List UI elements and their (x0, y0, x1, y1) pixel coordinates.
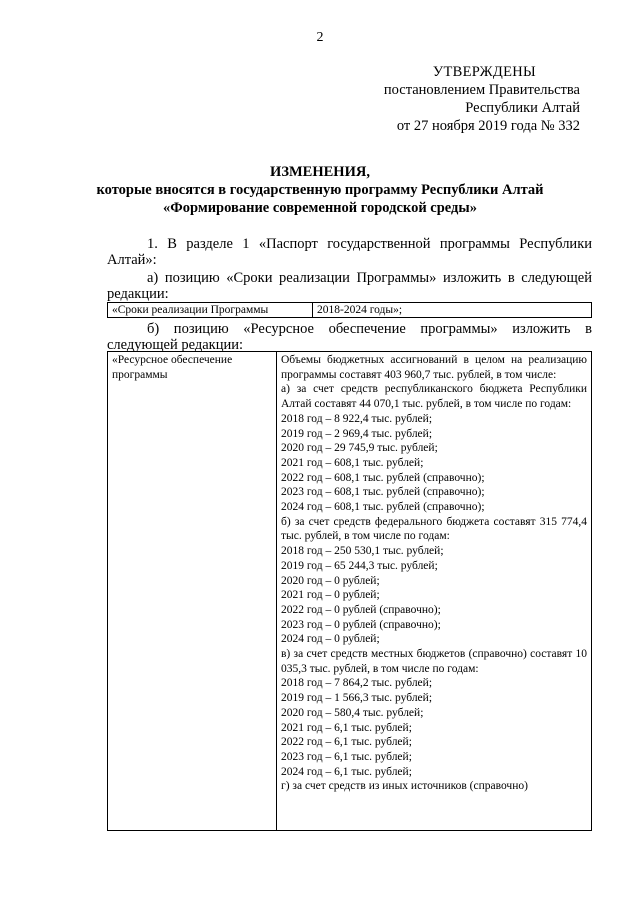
approval-line-2: Республики Алтай (465, 100, 580, 116)
federal-year-2019: 2019 год – 65 244,3 тыс. рублей; (281, 559, 438, 572)
regional-year-2020: 2020 год – 29 745,9 тыс. рублей; (281, 442, 438, 455)
resources-content (277, 352, 592, 831)
resources-local-text: в) за счет средств местных бюджетов (справочно) составят 10 035,3 тыс. рублей, в том числе по годам: (281, 648, 587, 675)
resources-federal-text: б) за счет средств федерального бюджета составят 315 774,4 тыс. рублей, в том числе по годам: (281, 515, 587, 543)
local-year-2021: 2021 год – 6,1 тыс. рублей; (281, 721, 412, 734)
local-year-2019: 2019 год – 1 566,3 тыс. рублей; (281, 692, 433, 705)
regional-year-2018: 2018 год – 8 922,4 тыс. рублей; (281, 412, 433, 425)
terms-row (108, 303, 592, 318)
federal-year-2023: 2023 год – 0 рублей (справочно); (281, 618, 441, 631)
document-title (0, 163, 640, 217)
local-year-2020: 2020 год – 580,4 тыс. рублей; (281, 706, 424, 719)
terms-value: 2018-2024 годы»; (313, 303, 592, 318)
title-line-3: «Формирование современной городской среды» (163, 200, 477, 216)
local-year-2023: 2023 год – 6,1 тыс. рублей; (281, 750, 412, 763)
item-1b-paragraph: б) позицию «Ресурсное обеспечение программы» изложить в следующей редакции: (107, 321, 592, 353)
local-year-2022: 2022 год – 6,1 тыс. рублей; (281, 736, 412, 749)
federal-year-2024: 2024 год – 0 рублей; (281, 633, 380, 646)
approval-line-3: от 27 ноября 2019 года № 332 (396, 118, 580, 134)
resources-other-text: г) за счет средств из иных источников (справочно) (281, 780, 528, 793)
approval-heading: УТВЕРЖДЕНЫ (432, 64, 536, 80)
resources-table (107, 351, 592, 831)
title-line-2: которые вносятся в государственную программу Республики Алтай (96, 182, 544, 198)
regional-year-2022: 2022 год – 608,1 тыс. рублей (справочно); (281, 471, 485, 484)
title-line-1: ИЗМЕНЕНИЯ, (270, 164, 370, 180)
resources-intro: Объемы бюджетных ассигнований в целом на реализацию программы составят 403 960,7 тыс. рублей, в том числе: (281, 354, 587, 381)
federal-year-2022: 2022 год – 0 рублей (справочно); (281, 603, 441, 616)
regional-year-2021: 2021 год – 608,1 тыс. рублей; (281, 456, 424, 469)
approval-block (384, 63, 580, 135)
resources-regional-text: а) за счет средств республиканского бюджета Республики Алтай составят 44 070,1 тыс. рублей, в том числе по годам: (281, 383, 587, 411)
item-1a-paragraph: а) позицию «Сроки реализации Программы» изложить в следующей редакции: (107, 270, 592, 302)
approval-line-1: постановлением Правительства (383, 82, 580, 98)
federal-year-2020: 2020 год – 0 рублей; (281, 574, 380, 587)
item-1-paragraph: 1. В разделе 1 «Паспорт государственной программы Республики Алтай»: (107, 236, 592, 268)
terms-table (107, 302, 592, 318)
regional-year-2019: 2019 год – 2 969,4 тыс. рублей; (281, 427, 433, 440)
resources-label: «Ресурсное обеспечение программы (108, 352, 277, 831)
terms-label: «Сроки реализации Программы (108, 303, 313, 318)
regional-year-2023: 2023 год – 608,1 тыс. рублей (справочно); (281, 486, 485, 499)
regional-year-2024: 2024 год – 608,1 тыс. рублей (справочно); (281, 501, 485, 514)
page-number: 2 (316, 30, 324, 45)
federal-year-2018: 2018 год – 250 530,1 тыс. рублей; (281, 545, 444, 558)
local-year-2024: 2024 год – 6,1 тыс. рублей; (281, 765, 412, 778)
federal-year-2021: 2021 год – 0 рублей; (281, 589, 380, 602)
resources-row (108, 352, 592, 831)
local-year-2018: 2018 год – 7 864,2 тыс. рублей; (281, 677, 433, 690)
